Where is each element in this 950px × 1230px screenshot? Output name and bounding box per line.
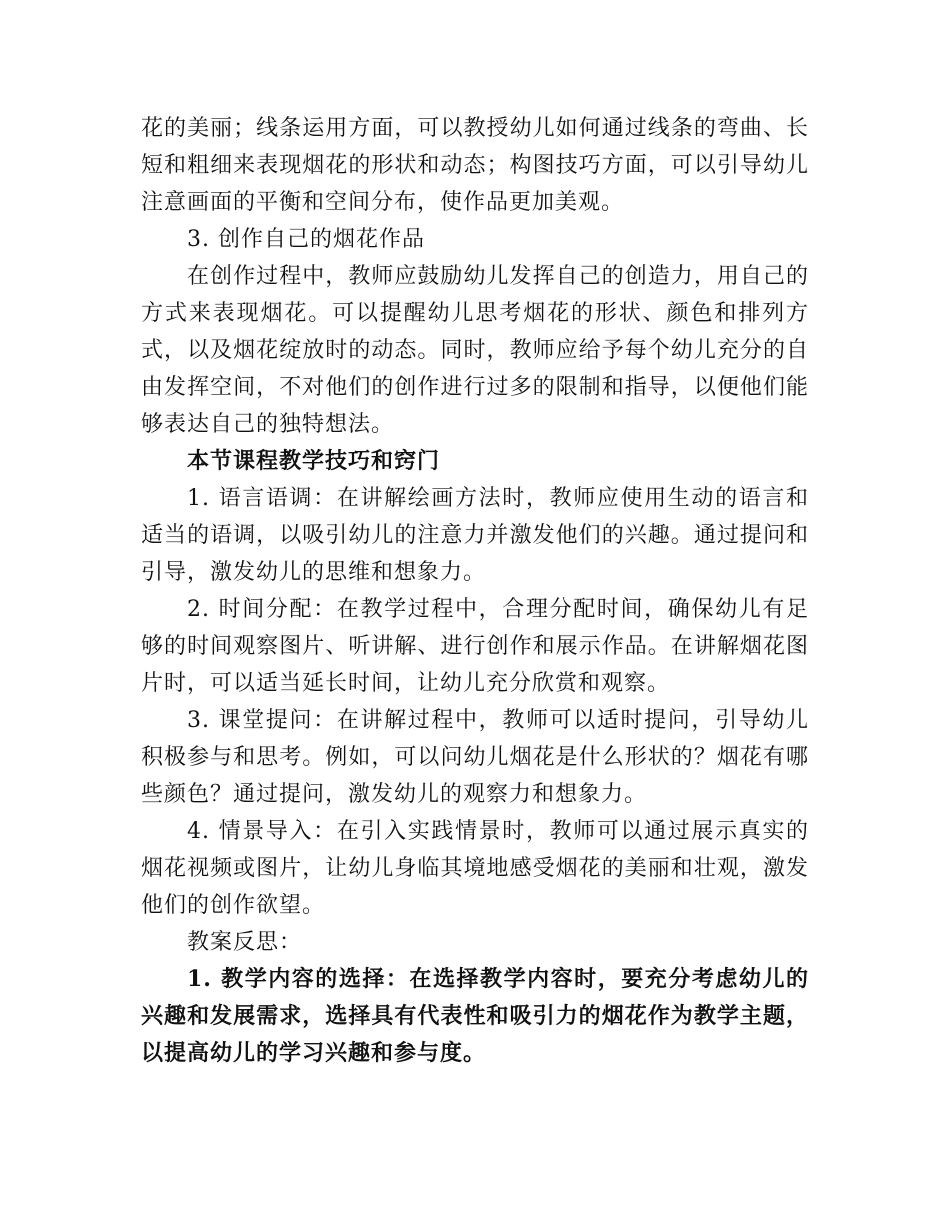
item3-title: 3. 创作自己的烟花作品 bbox=[187, 227, 425, 252]
document-body bbox=[141, 110, 809, 1072]
reflection-label: 教案反思： bbox=[187, 930, 303, 955]
tip-scenario: 4. 情景导入：在引入实践情景时，教师可以通过展示真实的烟花视频或图片，让幼儿身临其境地感受烟花的美丽和壮观，激发他们的创作欲望。 bbox=[141, 819, 809, 918]
section-heading: 本节课程教学技巧和窍门 bbox=[187, 448, 441, 474]
paragraph-continued: 花的美丽；线条运用方面，可以教授幼儿如何通过线条的弯曲、长短和粗细来表现烟花的形状和动态；构图技巧方面，可以引导幼儿注意画面的平衡和空间分布，使作品更加美观。 bbox=[141, 116, 809, 215]
tip-time: 2. 时间分配：在教学过程中，合理分配时间，确保幼儿有足够的时间观察图片、听讲解、进行创作和展示作品。在讲解烟花图片时，可以适当延长时间，让幼儿充分欣赏和观察。 bbox=[141, 597, 809, 696]
reflection-item-1: 1. 教学内容的选择：在选择教学内容时，要充分考虑幼儿的兴趣和发展需求，选择具有代表性和吸引力的烟花作为教学主题，以提高幼儿的学习兴趣和参与度。 bbox=[141, 966, 809, 1066]
tip-language: 1. 语言语调：在讲解绘画方法时，教师应使用生动的语言和适当的语调，以吸引幼儿的注意力并激发他们的兴趣。通过提问和引导，激发幼儿的思维和想象力。 bbox=[141, 486, 809, 585]
item3-body: 在创作过程中，教师应鼓励幼儿发挥自己的创造力，用自己的方式来表现烟花。可以提醒幼儿思考烟花的形状、颜色和排列方式，以及烟花绽放时的动态。同时，教师应给予每个幼儿充分的自由发挥空间，不对他们的创作进行过多的限制和指导，以便他们能够表达自己的独特想法。 bbox=[141, 264, 809, 437]
tip-questions: 3. 课堂提问：在讲解过程中，教师可以适时提问，引导幼儿积极参与和思考。例如，可以问幼儿烟花是什么形状的？烟花有哪些颜色？通过提问，激发幼儿的观察力和想象力。 bbox=[141, 708, 809, 807]
